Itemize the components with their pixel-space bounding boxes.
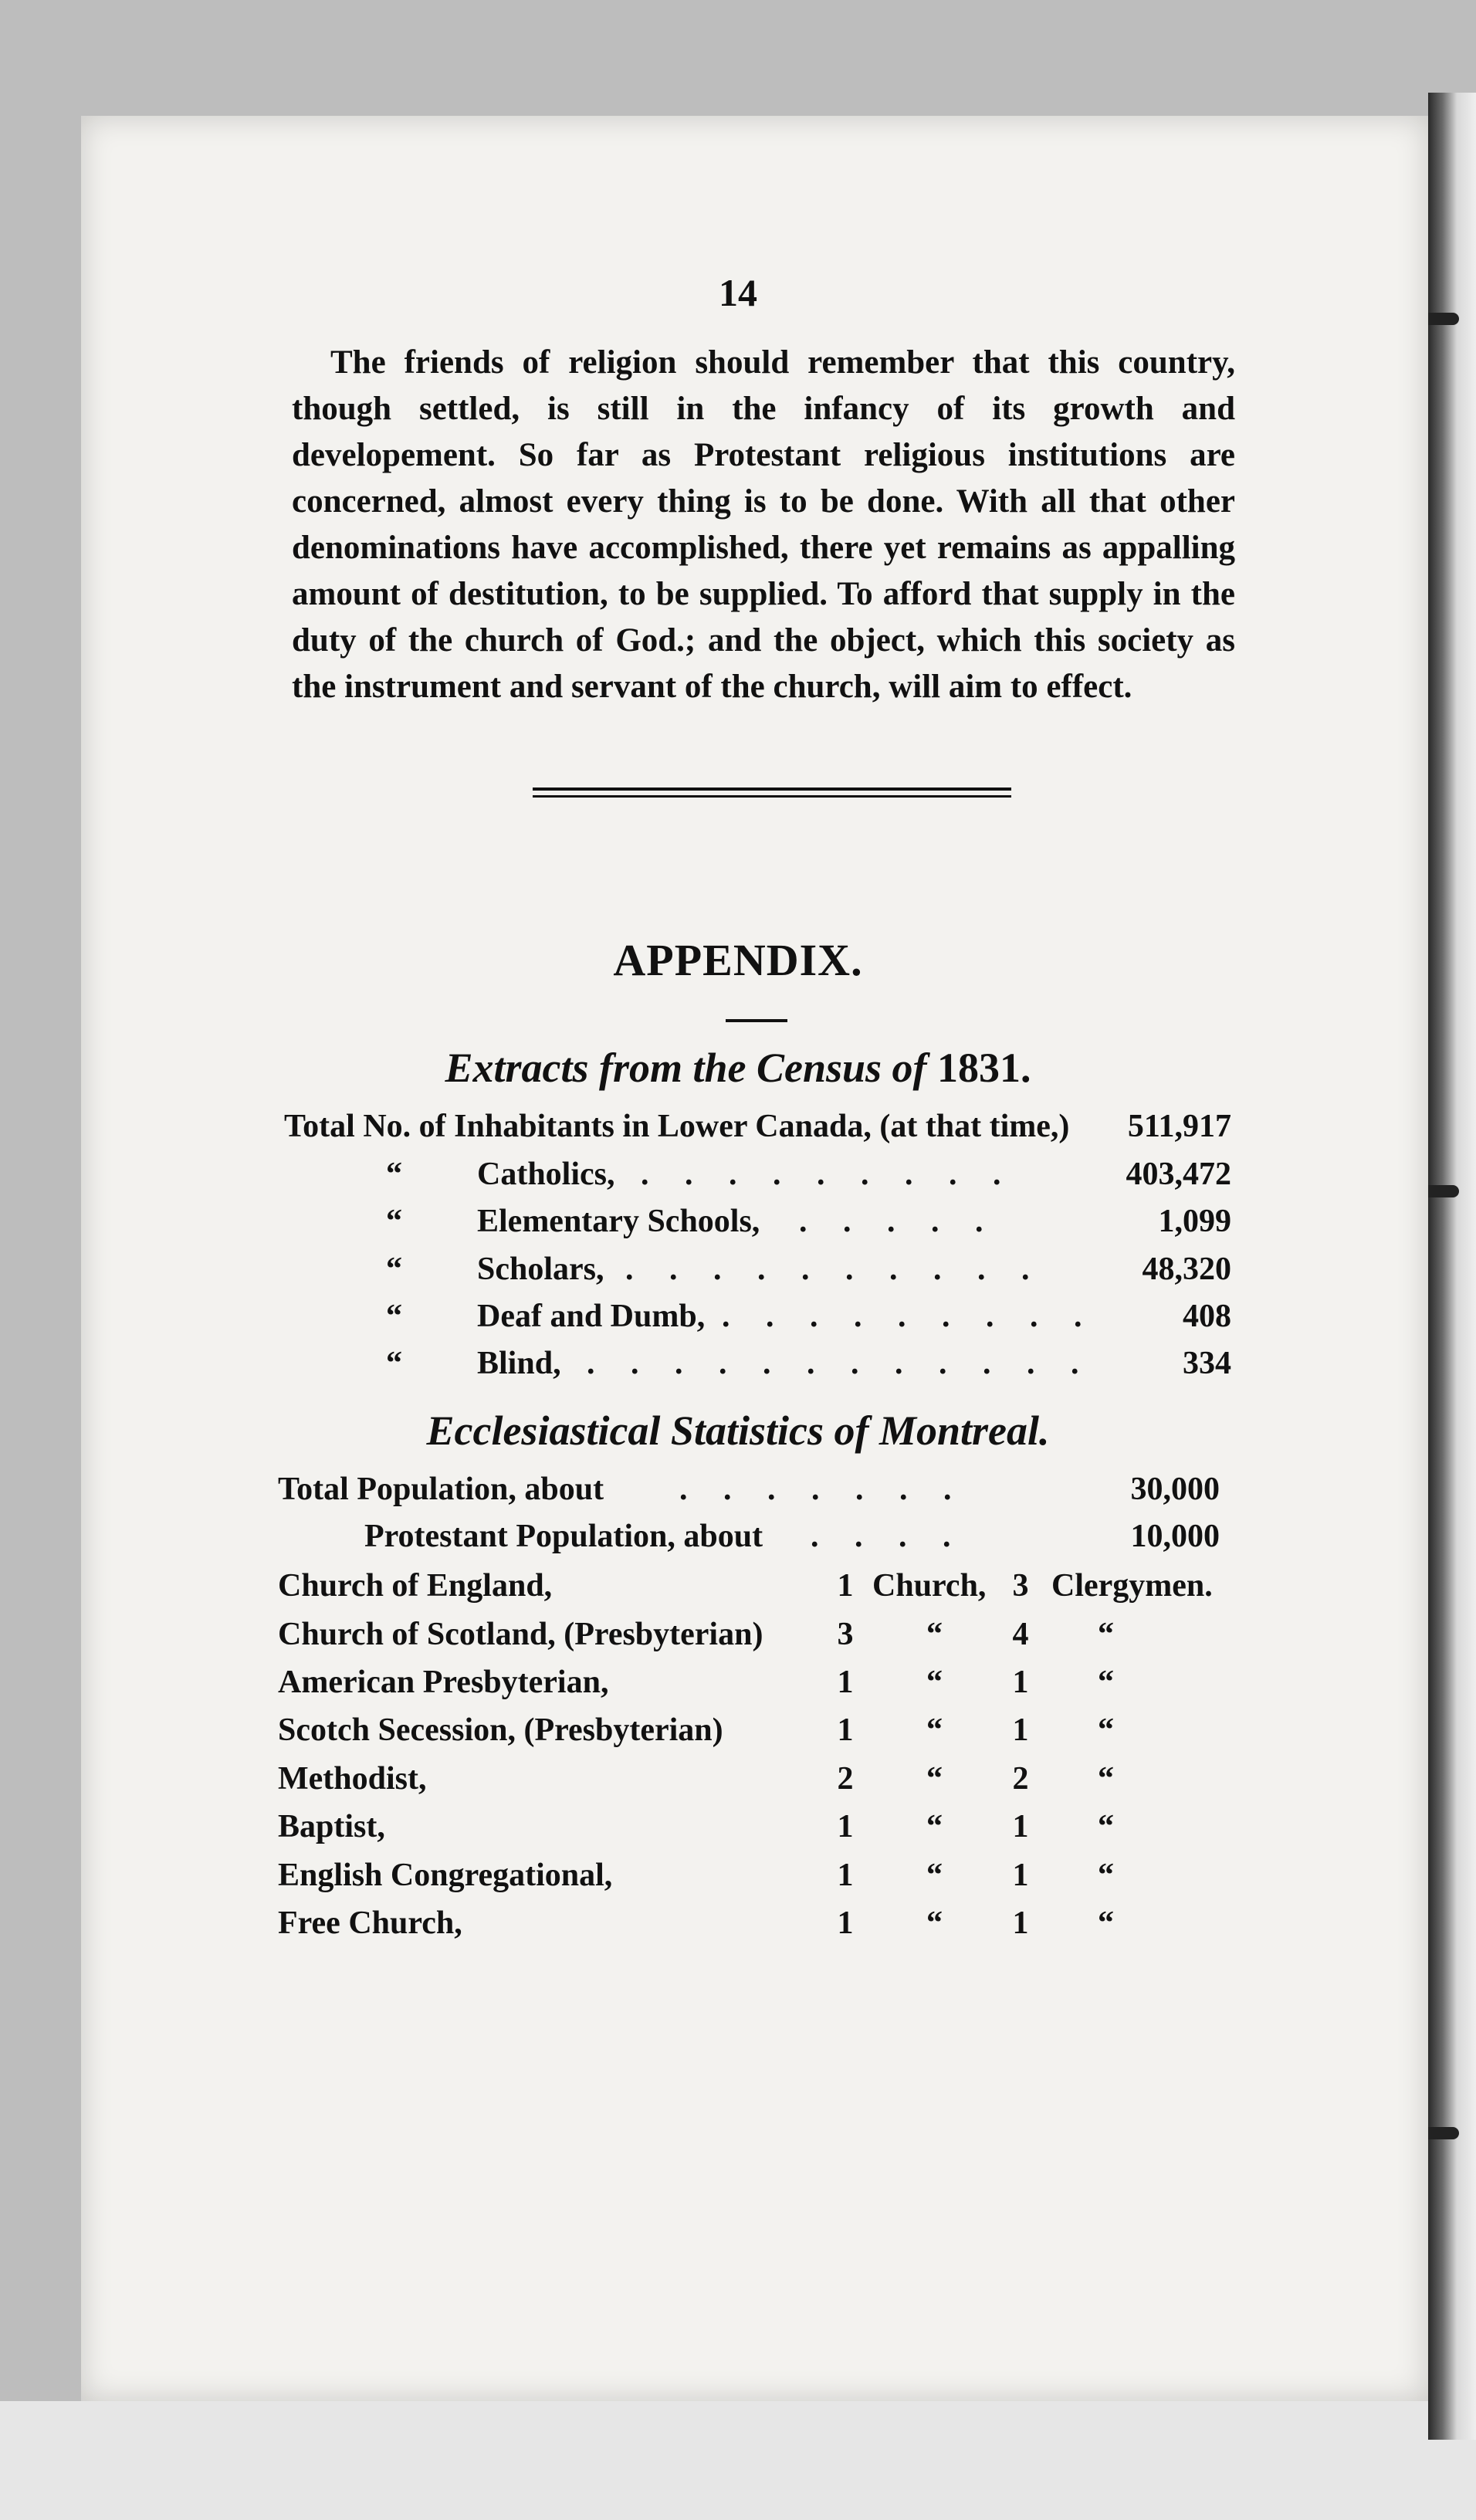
church-word: “: [926, 1858, 943, 1893]
population-row-value: 30,000: [1130, 1472, 1220, 1507]
church-word: “: [926, 1905, 943, 1941]
leader-dots: . . . . . . . . .: [722, 1299, 1096, 1334]
church-word: “: [926, 1617, 943, 1652]
census-row-value: 511,917: [1127, 1109, 1231, 1144]
census-row-value: 334: [1183, 1346, 1231, 1381]
clergy-word: “: [1098, 1665, 1114, 1700]
clergy-count: 3: [1012, 1568, 1029, 1604]
ditto-mark: “: [386, 1299, 402, 1334]
clergy-word: “: [1098, 1858, 1114, 1893]
leader-dots: . . . . . . .: [679, 1472, 966, 1507]
church-count: 1: [837, 1568, 854, 1604]
census-row-label: Total No. of Inhabitants in Lower Canada, (at that time,): [284, 1109, 1070, 1144]
clergy-word: “: [1098, 1761, 1114, 1797]
population-row-label: Total Population, about: [278, 1472, 604, 1507]
ditto-mark: “: [386, 1346, 402, 1381]
ecclesiastical-heading: Ecclesiastical Statistics of Montreal.: [426, 1407, 1050, 1454]
church-name: Baptist,: [278, 1809, 385, 1844]
church-name: American Presbyterian,: [278, 1665, 609, 1700]
church-count: 1: [837, 1809, 854, 1844]
church-word: “: [926, 1761, 943, 1797]
census-row-label: Blind,: [477, 1346, 561, 1381]
population-row-label: Protestant Population, about: [364, 1519, 763, 1554]
church-word: “: [926, 1712, 943, 1748]
church-word: “: [926, 1809, 943, 1844]
leader-dots: . . . . . . . . . . . .: [587, 1346, 1093, 1381]
clergy-count: 4: [1012, 1617, 1029, 1652]
census-row-label: Scholars,: [477, 1252, 604, 1287]
binding-edge: [1428, 93, 1476, 2440]
page-number: 14: [719, 271, 757, 314]
clergy-word: Clergymen.: [1051, 1568, 1213, 1604]
church-count: 1: [837, 1712, 854, 1748]
census-heading: [0, 1044, 1476, 1092]
church-name: Church of England,: [278, 1568, 553, 1604]
ditto-mark: “: [386, 1204, 402, 1239]
church-name: Scotch Secession, (Presbyterian): [278, 1712, 723, 1748]
clergy-count: 1: [1012, 1809, 1029, 1844]
census-row-label: Elementary Schools,: [477, 1204, 760, 1239]
clergy-count: 1: [1012, 1905, 1029, 1941]
leader-dots: . . . . . . . . .: [641, 1157, 1015, 1192]
clergy-word: “: [1098, 1712, 1114, 1748]
church-name: English Congregational,: [278, 1858, 613, 1893]
short-rule: [726, 1019, 787, 1022]
leader-dots: . . . .: [811, 1519, 965, 1554]
census-row-value: 403,472: [1126, 1157, 1231, 1192]
church-word: “: [926, 1665, 943, 1700]
clergy-count: 1: [1012, 1712, 1029, 1748]
ditto-mark: “: [386, 1252, 402, 1287]
appendix-title: APPENDIX.: [613, 935, 863, 985]
clergy-word: “: [1098, 1617, 1114, 1652]
leader-dots: . . . . .: [799, 1204, 997, 1239]
clergy-count: 1: [1012, 1665, 1029, 1700]
clergy-count: 1: [1012, 1858, 1029, 1893]
clergy-word: “: [1098, 1809, 1114, 1844]
church-count: 1: [837, 1905, 854, 1941]
church-name: Methodist,: [278, 1761, 427, 1797]
separator-rule: [533, 788, 1011, 791]
church-word: Church,: [872, 1568, 987, 1604]
church-name: Church of Scotland, (Presbyterian): [278, 1617, 763, 1652]
church-count: 1: [837, 1665, 854, 1700]
scan-bottom-margin: [0, 2401, 1476, 2520]
census-heading-text: Extracts from the Census of: [445, 1045, 938, 1091]
census-row-value: 48,320: [1142, 1252, 1231, 1287]
ditto-mark: “: [386, 1157, 402, 1192]
census-row-value: 408: [1183, 1299, 1231, 1334]
census-year: 1831.: [937, 1045, 1031, 1091]
census-row-label: Catholics,: [477, 1157, 615, 1192]
church-count: 2: [837, 1761, 854, 1797]
census-row-label: Deaf and Dumb,: [477, 1299, 706, 1334]
church-name: Free Church,: [278, 1905, 462, 1941]
church-count: 1: [837, 1858, 854, 1893]
separator-rule: [533, 795, 1011, 798]
clergy-count: 2: [1012, 1761, 1029, 1797]
leader-dots: . . . . . . . . . .: [625, 1252, 1044, 1287]
population-row-value: 10,000: [1130, 1519, 1220, 1554]
church-count: 3: [837, 1617, 854, 1652]
intro-paragraph: The friends of religion should remember that this country, though settled, is still in the infancy of its growth and developement. So far as Protestant religious institutions are concerned, almost every thing is to be done. With all that other denominations have accomplished, there yet remains as appalling amount of destitution, to be supplied. To afford that supply in the duty of the church of God.; and the object, which this society as the instrument and servant of the church, will aim to effect.: [292, 344, 1235, 705]
census-row-value: 1,099: [1158, 1204, 1231, 1239]
clergy-word: “: [1098, 1905, 1114, 1941]
